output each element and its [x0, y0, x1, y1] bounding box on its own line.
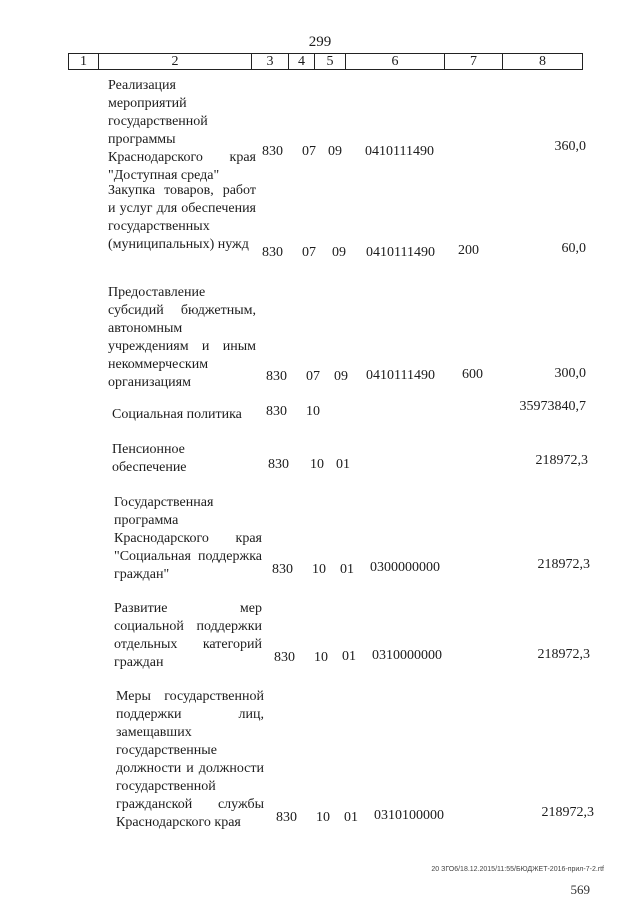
footer-page-number: 569	[570, 882, 590, 897]
col8-amount: 300,0	[554, 366, 586, 381]
col8-amount: 218972,3	[537, 557, 590, 572]
col3-value: 830	[262, 245, 283, 260]
col3-value: 830	[274, 650, 295, 665]
col3-value: 830	[262, 144, 283, 159]
col6-value: 0310100000	[374, 808, 444, 823]
col3-value: 830	[276, 810, 297, 825]
column-header-3: 3	[252, 54, 289, 69]
col8-amount: 360,0	[554, 139, 586, 154]
row-name: Меры государственной поддержки лиц, замещавших государственные должности и должности государственной гражданской службы Краснодарского края	[116, 689, 264, 830]
row-name: Пенсионное обеспечение	[112, 442, 187, 475]
col3-value: 830	[272, 562, 293, 577]
row-name: Развитие мер социальной поддержки отдельных категорий граждан	[114, 601, 262, 670]
col6-value: 0410111490	[366, 368, 435, 383]
column-header-6: 6	[346, 54, 445, 69]
col5-value: 09	[328, 144, 342, 159]
col3-value: 830	[266, 369, 287, 384]
col4-value: 07	[306, 369, 320, 384]
col4-value: 10	[306, 404, 320, 419]
col8-amount: 218972,3	[537, 647, 590, 662]
col6-value: 0410111490	[366, 245, 435, 260]
col5-value: 01	[342, 649, 356, 664]
row-name: Реализация мероприятий государственной программы Краснодарского края "Доступная среда"	[108, 78, 256, 183]
col4-value: 10	[312, 562, 326, 577]
col4-value: 10	[314, 650, 328, 665]
row-name: Закупка товаров, работ и услуг для обеспечения государственных (муниципальных) нужд	[108, 183, 256, 252]
col8-amount: 218972,3	[535, 453, 588, 468]
col5-value: 01	[340, 562, 354, 577]
col3-value: 830	[268, 457, 289, 472]
row-name: Государственная программа Краснодарского края "Социальная поддержка граждан"	[114, 495, 262, 582]
col4-value: 10	[316, 810, 330, 825]
col5-value: 09	[334, 369, 348, 384]
col3-value: 830	[266, 404, 287, 419]
col5-value: 01	[336, 457, 350, 472]
column-header-2: 2	[99, 54, 252, 69]
col5-value: 01	[344, 810, 358, 825]
col7-value: 200	[458, 243, 479, 258]
col6-value: 0410111490	[365, 144, 434, 159]
col4-value: 10	[310, 457, 324, 472]
col8-amount: 60,0	[561, 241, 586, 256]
col5-value: 09	[332, 245, 346, 260]
col6-value: 0300000000	[370, 560, 440, 575]
col7-value: 600	[462, 367, 483, 382]
col4-value: 07	[302, 144, 316, 159]
file-stamp: 20 ЗГО6/18.12.2015/11:55/БЮДЖЕТ-2016-прил-7-2.rtf	[431, 866, 604, 873]
column-header-5: 5	[315, 54, 346, 69]
page-number: 299	[308, 34, 332, 50]
row-name: Предоставление субсидий бюджетным, автономным учреждениям и иным некоммерческим организациям	[108, 285, 256, 390]
col4-value: 07	[302, 245, 316, 260]
col6-value: 0310000000	[372, 648, 442, 663]
col8-amount: 35973840,7	[519, 399, 586, 414]
column-header-1: 1	[69, 54, 99, 69]
column-header-row	[68, 53, 583, 70]
column-header-7: 7	[445, 54, 503, 69]
column-header-8: 8	[539, 54, 546, 69]
col8-amount: 218972,3	[541, 805, 594, 820]
row-name: Социальная политика	[112, 407, 242, 422]
column-header-4: 4	[289, 54, 315, 69]
